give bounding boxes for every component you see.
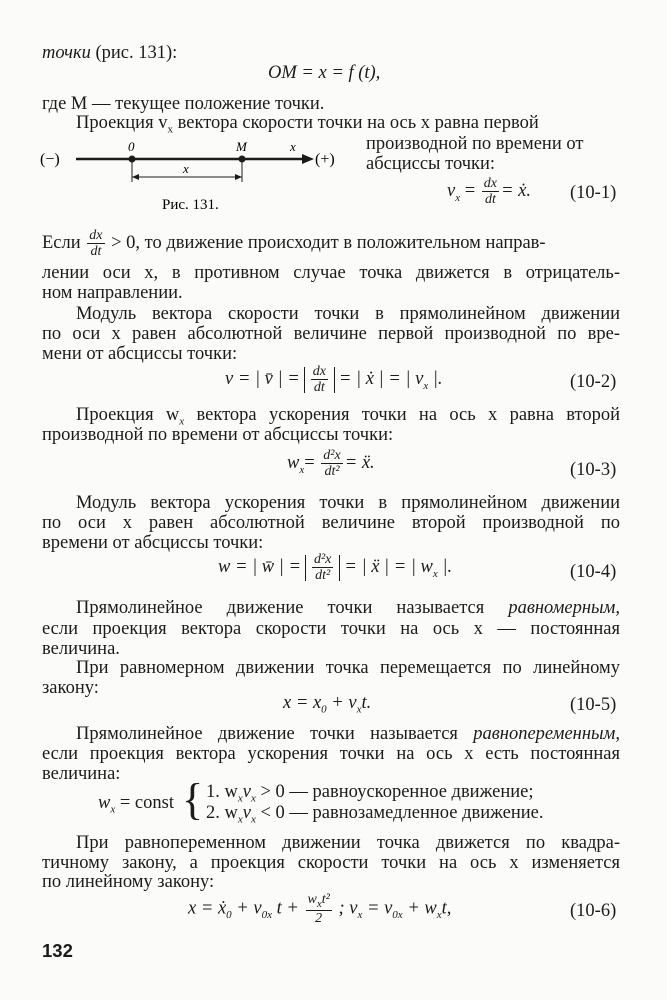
para8-a: Прямолинейное движение точки называется xyxy=(76,724,474,744)
fig-minus-label: (−) xyxy=(40,151,60,168)
figure-131 xyxy=(40,138,350,218)
para6-term: равномерным, xyxy=(508,598,620,618)
cases-brace: { xyxy=(182,775,204,824)
para2-text: > 0, то движение происходит в положительном направ- xyxy=(111,233,546,254)
fig-axis-label: x xyxy=(290,139,296,154)
eq4-a: w = | w̄ | = xyxy=(218,557,301,578)
eq6-num-tail: t² xyxy=(321,892,330,907)
para1-line3: абсцисcы точки: xyxy=(366,154,496,174)
equation-10-6 xyxy=(188,892,451,926)
eq3-num: d²x xyxy=(323,448,341,463)
fig-axis-arrow xyxy=(302,154,314,164)
eq-number-10-3: (10-3) xyxy=(570,460,617,480)
para7-line1: При равномерном движении точка перемещается по линейному xyxy=(76,658,620,678)
equation-10-5 xyxy=(283,692,371,717)
para5-line3: времени от абсциссы точки: xyxy=(42,533,264,553)
eq-number-10-1: (10-1) xyxy=(570,183,617,203)
para6-line1 xyxy=(76,597,620,619)
fig-origin-label: 0 xyxy=(128,139,135,154)
eq6-sub0x: 0x xyxy=(261,909,272,922)
fig-dim-arrow-right xyxy=(235,174,242,180)
page-number: 132 xyxy=(42,940,73,961)
para5-line1: Модуль вектора ускорения точки в прямолинейном движении xyxy=(76,493,620,513)
eq2-fraction xyxy=(311,364,328,396)
eq3-lhs-sub: x xyxy=(299,463,305,476)
eq4-bar-right xyxy=(339,555,340,581)
eq6-b: + v xyxy=(231,898,262,919)
para1-text-b: вектора скорости точки на ось x равна первой xyxy=(172,113,539,133)
equation-10-1: $v_x$ = $\frac{dx}{dt}$ = ẋ. xyxy=(447,176,531,208)
line-where: где M — текущее положение точки. xyxy=(42,94,325,114)
para8-line1 xyxy=(76,723,620,745)
para5-line2: по оси x равен абсолютной величине второй производной по xyxy=(42,513,620,533)
fig-plus-label: (+) xyxy=(315,151,335,168)
para3-line2: по оси x равен абсолютной величине первой производной по вре- xyxy=(42,324,620,344)
para4-rest: вектора ускорения точки на ось x равна второй xyxy=(184,405,620,425)
eq4-fraction xyxy=(312,552,333,584)
para9-line2: тичному закону, а проекция скорости точки на ось x изменяется xyxy=(42,853,620,873)
para1-sub: x xyxy=(167,123,173,136)
eq2-bar-left xyxy=(304,367,305,393)
eq4-num: d²x xyxy=(313,552,332,567)
fig-caption: Рис. 131. xyxy=(162,197,219,213)
para9-line1: При равнопеременном движении точка движется по квадра- xyxy=(76,833,620,853)
para3-line3: мени от абсциссы точки: xyxy=(42,344,238,364)
eq-number-10-5: (10-5) xyxy=(570,695,617,715)
para2-line2: лении оси x, в противном случае точка движется в отрицатель- xyxy=(42,263,620,283)
cases-w: w xyxy=(98,793,111,813)
case2-tail: < 0 — равнозамедленное движение. xyxy=(255,803,544,823)
eq6-num-sub: x xyxy=(316,897,322,910)
case1-tail: > 0 — равноускоренное движение; xyxy=(255,782,534,802)
eq6-num-w: w xyxy=(307,892,317,907)
eq1-fraction xyxy=(482,176,499,208)
para2-fraction xyxy=(87,228,104,260)
cases-w-sub: x xyxy=(110,803,116,816)
cases-const: = const xyxy=(115,793,174,813)
eq6-sub0x2: 0x xyxy=(392,909,403,922)
eq5-subx: x xyxy=(356,703,362,716)
eq2-b: = | ẋ | = | v xyxy=(338,369,424,390)
case1-a: 1. w xyxy=(206,782,238,802)
para2-line1 xyxy=(42,228,620,260)
para4-sub: x xyxy=(179,415,185,428)
eq1-lhs-sub: x xyxy=(455,191,461,204)
para4-line2: производной по времени от абсциссы точки: xyxy=(42,425,394,445)
case1-sub1: x xyxy=(237,792,243,805)
case2-sub1: x xyxy=(237,813,243,826)
eq3-lhs: w xyxy=(287,453,300,474)
para6-line3: величина. xyxy=(42,639,120,659)
eq-number-10-4: (10-4) xyxy=(570,562,617,582)
eq2-den: dt xyxy=(313,380,325,396)
case1-sub2: x xyxy=(250,792,256,805)
cases-lhs xyxy=(98,792,174,817)
eq3-rhs: = ẍ. xyxy=(344,453,375,474)
eq6-g: t, xyxy=(441,898,452,919)
fig-m-label: M xyxy=(236,139,247,154)
para8-line3: величина: xyxy=(42,764,121,784)
case-2 xyxy=(206,802,544,827)
eq-number-10-2: (10-2) xyxy=(570,372,617,392)
eq5-b: + v xyxy=(326,693,357,713)
eq4-sub: x xyxy=(432,567,438,580)
eq-number-10-6: (10-6) xyxy=(570,901,617,921)
eq6-d: ; v xyxy=(333,898,358,919)
para4-a: Проекция w xyxy=(76,405,180,425)
equation-10-2 xyxy=(225,364,443,396)
eq2-a: v = | v̄ | = xyxy=(225,369,300,390)
eq2-sub: x xyxy=(423,379,429,392)
eq1-num: dx xyxy=(483,176,498,191)
eq5-c: t. xyxy=(361,693,372,713)
eq5-a: x = x xyxy=(283,693,322,713)
para3-line1: Модуль вектора скорости точки в прямолинейном движении xyxy=(76,304,620,324)
equation-10-4 xyxy=(218,552,452,584)
para6-line2: если проекция вектора скорости точки на ось x — постоянная xyxy=(42,619,620,639)
para1-text-a: Проекция v xyxy=(76,113,168,133)
eq3-fraction xyxy=(321,448,342,480)
para2-line3: ном направлении. xyxy=(42,283,183,303)
para9-line3: по линейному закону: xyxy=(42,872,215,892)
eq4-den: dt² xyxy=(315,568,331,584)
para2-den: dt xyxy=(90,244,102,260)
equation-om: OM = x = f (t), xyxy=(268,63,381,83)
case2-v: v xyxy=(242,803,251,823)
para8-line2: если проекция вектора ускорения точки на ось x есть постоянная xyxy=(42,744,620,764)
eq4-bar-left xyxy=(305,555,306,581)
intro-italic: точки xyxy=(42,43,91,63)
eq1-rhs: = ẋ. xyxy=(501,181,531,202)
eq6-sub0: 0 xyxy=(226,909,232,922)
eq6-num xyxy=(306,892,332,911)
eq4-c: |. xyxy=(437,557,453,578)
eq6-subx: x xyxy=(357,909,363,922)
para2-if: Если xyxy=(42,233,81,254)
para7-line2: закону: xyxy=(42,678,99,698)
eq6-subx2: x xyxy=(436,909,442,922)
fig-dim-arrow-left xyxy=(132,174,139,180)
eq6-fraction xyxy=(306,892,332,926)
eq6-a: x = ẋ xyxy=(188,898,227,919)
fig-segment-label: x xyxy=(183,161,189,176)
para6-a: Прямолинейное движение точки называется xyxy=(76,598,509,618)
eq6-f: + w xyxy=(402,898,437,919)
eq5-sub0: 0 xyxy=(321,703,327,716)
para1-line2: производной по времени от xyxy=(366,134,584,154)
eq1-lhs: v xyxy=(447,181,456,202)
case1-v: v xyxy=(242,782,251,802)
eq6-e: = v xyxy=(362,898,393,919)
para8-term: равнопеременным, xyxy=(473,724,620,744)
intro-rest: (рис. 131): xyxy=(90,43,178,63)
eq6-c: t + xyxy=(272,898,299,919)
eq3-den: dt² xyxy=(324,464,340,480)
eq1-den: dt xyxy=(484,192,496,208)
eq2-bar-right xyxy=(334,367,335,393)
case2-sub2: x xyxy=(250,813,256,826)
eq2-num: dx xyxy=(312,364,326,379)
equation-10-3: $w_x=$ $\frac{\text{d²x}}{\text{dt²}}$ = ẍ. xyxy=(287,448,375,480)
eq4-b: = | ẍ | = | w xyxy=(344,557,433,578)
eq2-c: |. xyxy=(428,369,443,390)
eq6-den: 2 xyxy=(315,910,323,926)
para2-num: dx xyxy=(89,228,103,243)
intro-line xyxy=(42,42,177,64)
case2-a: 2. w xyxy=(206,803,238,823)
